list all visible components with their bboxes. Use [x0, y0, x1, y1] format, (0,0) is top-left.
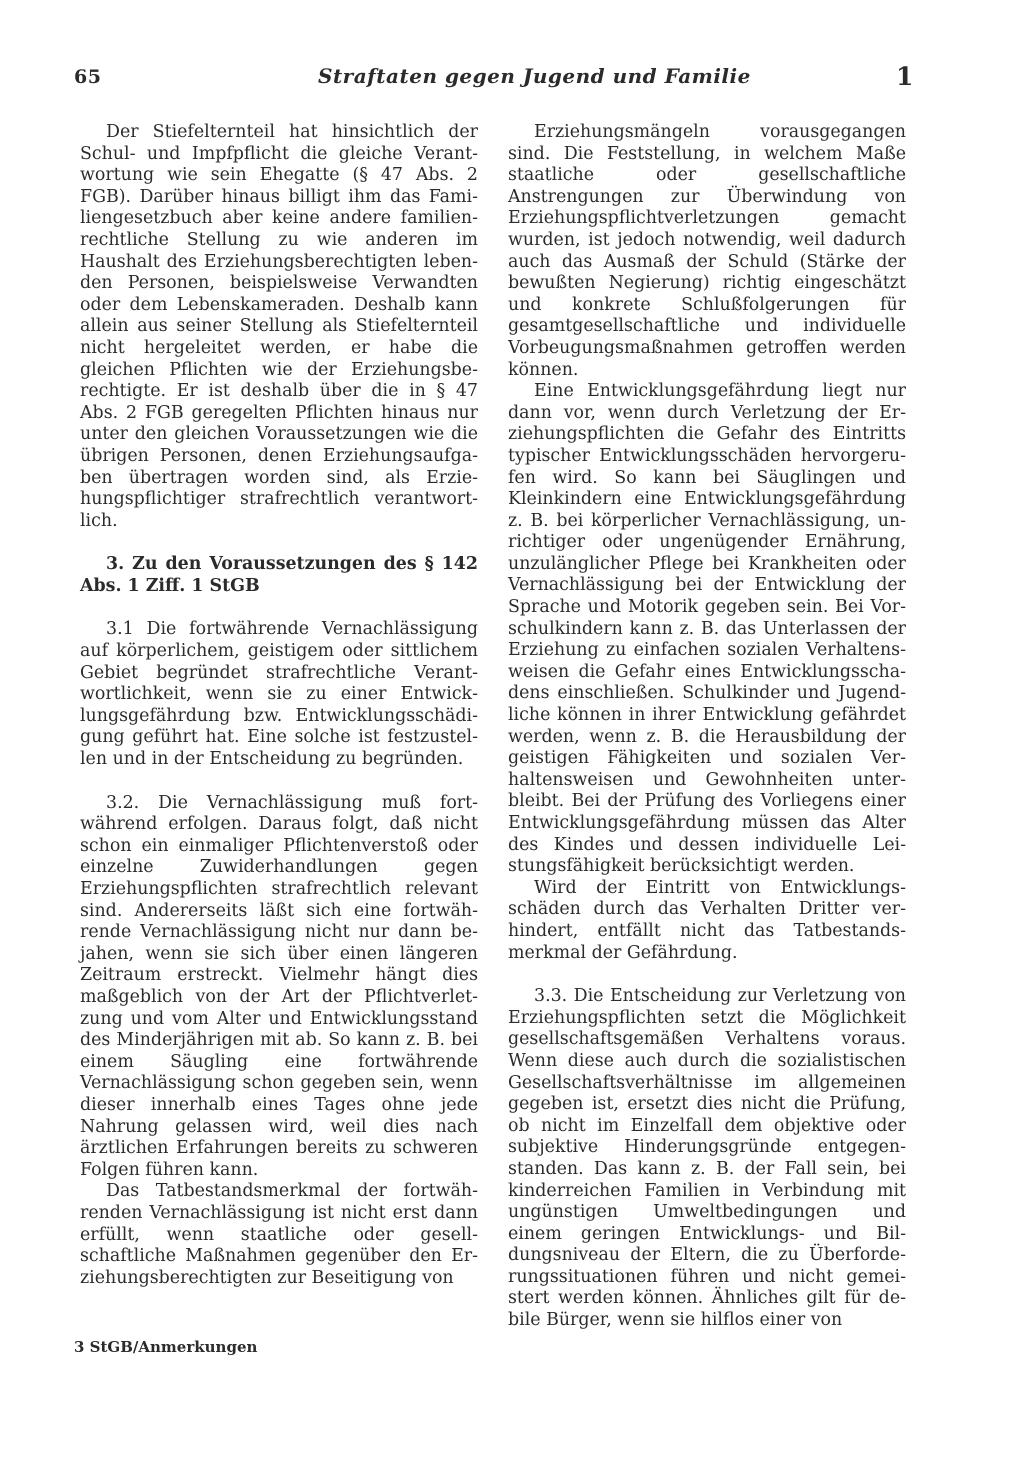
paragraph-erziehungsmaengel: Erziehungsmängeln vorausgegangen sind. Die Feststellung, in welchem Maße staatliche oder gesellschaftliche Anstrengungen zur Überwindung von Erziehungspflichtverletzungen gemacht wurden, ist jedoch notwendig, weil dadurch auch das Ausmaß der Schuld (Stärke der bewußten Negierung) richtig eingeschätzt und konkrete Schlußfolgerungen für gesamtgesellschaftliche und individuelle Vorbeugungsmaßnahmen getroffen werden können. — [508, 122, 906, 380]
paragraph-eintritt: Wird der Eintritt von Entwicklungsschäden durch das Verhalten Dritter verhindert, entfällt nicht das Tatbestandsmerkmal der Gefährdung. — [508, 877, 906, 963]
paragraph-3-2: 3.2. Die Vernachlässigung muß fortwährend erfolgen. Daraus folgt, daß nicht schon ein einmaliger Pflichtenverstoß oder einzelne Zuwiderhandlungen gegen Erziehungspflichten strafrechtlich relevant sind. Andererseits läßt sich eine fortwährende Vernachlässigung nicht nur dann bejahen, wenn sie sich über einen längeren Zeitraum erstreckt. Vielmehr hängt dies maßgeblich von der Art der Pflichtverletzung und vom Alter und Entwicklungsstand des Minderjährigen mit ab. So kann z. B. bei einem Säugling eine fortwährende Vernachlässigung schon gegeben sein, wenn dieser innerhalb eines Tages ohne jede Nahrung gelassen wird, weil dies nach ärztlichen Erfahrungen bereits zu schweren Folgen führen kann. — [80, 792, 478, 1180]
paragraph-entwicklungsgefaehrdung: Eine Entwicklungsgefährdung liegt nur dann vor, wenn durch Verletzung der Erziehungspflichten die Gefahr des Eintritts typischer Entwicklungsschäden hervorgerufen wird. So kann bei Säuglingen und Kleinkindern eine Entwicklungsgefährdung z. B. bei körperlicher Vernachlässigung, unrichtiger oder ungenügender Ernährung, unzulänglicher Pflege bei Krankheiten oder Vernachlässigung bei der Entwicklung der Sprache und Motorik gegeben sein. Bei Vorschulkindern kann z. B. das Unterlassen der Erziehung zu einfachen sozialen Verhaltensweisen die Gefahr eines Entwicklungsschadens einschließen. Schulkinder und Jugendliche können in ihrer Entwicklung gefährdet werden, wenn z. B. die Herausbildung der geistigen Fähigkeiten und sozialen Verhaltensweisen und Gewohnheiten unterbleibt. Bei der Prüfung des Vorliegens einer Entwicklungsgefährdung müssen das Alter des Kindes und dessen individuelle Leistungsfähigkeit berücksichtigt werden. — [508, 381, 906, 877]
running-head: Straftaten gegen Jugend und Familie — [318, 64, 751, 88]
paragraph-tatbestandsmerkmal: Das Tatbestandsmerkmal der fortwährenden Vernachlässigung ist nicht erst dann erfüllt, wenn staatliche oder gesellschaftliche Maßnahmen gegenüber den Erziehungsberechtigten zur Beseitigung von — [80, 1181, 478, 1288]
right-column — [508, 122, 906, 1332]
page-number: 65 — [74, 66, 102, 88]
section-heading: 3. Zu den Voraussetzungen des § 142 Abs. 1 Ziff. 1 StGB — [80, 554, 478, 596]
paragraph-3-3: 3.3. Die Entscheidung zur Verletzung von Erziehungspflichten setzt die Möglichkeit gesellschaftsgemäßen Verhaltens voraus. Wenn diese auch durch die sozialistischen Gesellschaftsverhältnisse im allgemeinen gegeben ist, ersetzt dies nicht die Prüfung, ob nicht im Einzelfall dem objektive oder subjektive Hinderungsgründe entgegenstanden. Das kann z. B. der Fall sein, bei kinderreichen Familien in Verbindung mit ungünstigen Umweltbedingungen und einem geringen Entwicklungs- und Bildungsniveau der Eltern, die zu Überforderungssituationen führen und nicht gemeistert werden können. Ähnliches gilt für debile Bürger, wenn sie hilflos einer von — [508, 986, 906, 1331]
footer-signature: 3 StGB/Anmerkungen — [74, 1338, 258, 1356]
section-number: 1 — [896, 62, 914, 91]
paragraph-stiefelternteil: Der Stiefelternteil hat hinsichtlich der Schul- und Impfpflicht die gleiche Verantwortung wie sein Ehegatte (§ 47 Abs. 2 FGB). Darüber hinaus billigt ihm das Familiengesetzbuch aber keine andere familienrechtliche Stellung zu wie anderen im Haushalt des Erziehungsberechtigten lebenden Personen, beispielsweise Verwandten oder dem Lebenskameraden. Deshalb kann allein aus seiner Stellung als Stiefelternteil nicht hergeleitet werden, er habe die gleichen Pflichten wie der Erziehungsberechtigte. Er ist deshalb über die in § 47 Abs. 2 FGB geregelten Pflichten hinaus nur unter den gleichen Voraussetzungen wie die übrigen Personen, denen Erziehungsaufgaben übertragen worden sind, als Erziehungspflichtiger strafrechtlich verantwortlich. — [80, 122, 478, 531]
left-column — [80, 122, 478, 1289]
paragraph-3-1: 3.1 Die fortwährende Vernachlässigung auf körperlichem, geistigem oder sittlichem Gebiet begründet strafrechtliche Verantwortlichkeit, wenn sie zu einer Entwicklungsgefährdung bzw. Entwicklungsschädigung geführt hat. Eine solche ist festzustellen und in der Entscheidung zu begründen. — [80, 619, 478, 770]
